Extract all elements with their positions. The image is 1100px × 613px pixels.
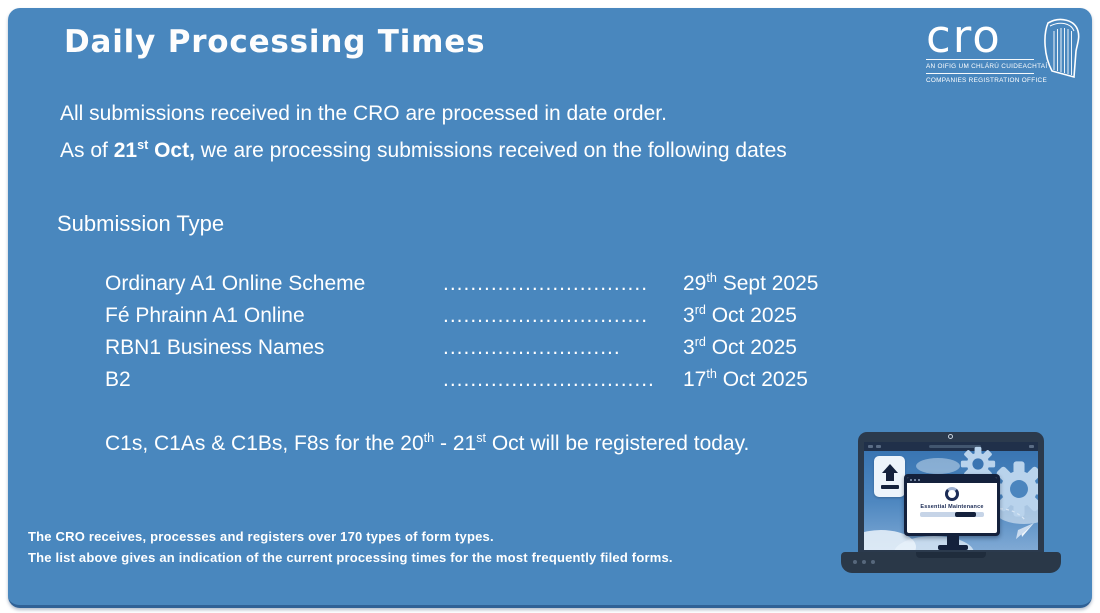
laptop-base-dot xyxy=(853,560,857,564)
footer-line-2: The list above gives an indication of the current processing times for the most frequently filed forms. xyxy=(28,549,673,565)
dot-leader: .......................... xyxy=(443,336,621,359)
upload-icon xyxy=(874,456,905,497)
laptop-base-dot xyxy=(871,560,875,564)
cro-logo-text xyxy=(926,10,1048,87)
upload-base-bar xyxy=(881,485,899,489)
browser-bar-item xyxy=(876,445,881,448)
maintenance-window xyxy=(907,477,997,533)
submission-type-heading: Submission Type xyxy=(57,211,225,236)
table-row xyxy=(105,304,925,336)
page-title: Daily Processing Times xyxy=(64,24,486,60)
table-row xyxy=(105,336,925,368)
upload-arrow xyxy=(882,464,898,473)
laptop-illustration xyxy=(841,424,1061,574)
submission-label: Fé Phrainn A1 Online xyxy=(105,304,305,327)
processing-date: 17th Oct 2025 xyxy=(683,367,808,391)
intro-line-1: All submissions received in the CRO are processed in date order. xyxy=(60,102,667,125)
harp-icon xyxy=(1040,18,1084,87)
submission-label: RBN1 Business Names xyxy=(105,336,325,359)
table-row xyxy=(105,368,925,400)
cro-wordmark: cro xyxy=(926,10,1002,63)
progress-bar xyxy=(920,512,984,517)
progress-bar-fill xyxy=(955,512,976,517)
browser-bar-item xyxy=(868,445,873,448)
info-card xyxy=(8,8,1092,608)
processing-date: 3rd Oct 2025 xyxy=(683,335,797,359)
dot-leader: .............................. xyxy=(443,304,649,327)
cro-logo xyxy=(926,10,1084,87)
processing-table xyxy=(105,272,925,400)
submission-label: Ordinary A1 Online Scheme xyxy=(105,272,366,295)
footer-line-1: The CRO receives, processes and registers over 170 types of form types. xyxy=(28,529,494,544)
upload-arrow-stem xyxy=(886,473,894,481)
laptop-base-dot xyxy=(862,560,866,564)
as-of-date: 21 xyxy=(113,139,138,162)
dot-leader: .............................. xyxy=(443,272,649,295)
laptop-screen-frame xyxy=(858,432,1044,554)
webcam-icon xyxy=(948,434,953,439)
logo-divider xyxy=(926,73,1034,74)
cloud-shape xyxy=(916,458,960,474)
maintenance-label: Essential Maintenance xyxy=(920,503,984,510)
browser-bar xyxy=(864,442,1038,451)
loading-spinner-icon xyxy=(945,487,959,501)
laptop-base xyxy=(841,552,1061,573)
laptop-screen xyxy=(864,442,1038,550)
logo-english-name: COMPANIES REGISTRATION OFFICE xyxy=(926,77,1048,85)
intro-line-2: As of 21st Oct, we are processing submissions received on the following dates xyxy=(60,138,787,162)
dot-leader: ............................... xyxy=(443,368,655,391)
monitor-base xyxy=(938,545,968,550)
maintenance-monitor xyxy=(904,474,1000,536)
submission-label: B2 xyxy=(105,368,131,391)
processing-date: 29th Sept 2025 xyxy=(683,271,819,295)
registered-today-note: C1s, C1As & C1Bs, F8s for the 20th - 21st Oct will be registered today. xyxy=(105,431,750,455)
footer-disclaimer xyxy=(28,527,673,569)
logo-irish-name: AN OIFIG UM CHLÁRÚ CUIDEACHTAÍ xyxy=(926,63,1048,71)
laptop-base-notch xyxy=(916,552,986,558)
table-row xyxy=(105,272,925,304)
maintenance-window-body xyxy=(907,483,997,517)
processing-date: 3rd Oct 2025 xyxy=(683,303,797,327)
browser-bar-item xyxy=(1029,445,1034,448)
